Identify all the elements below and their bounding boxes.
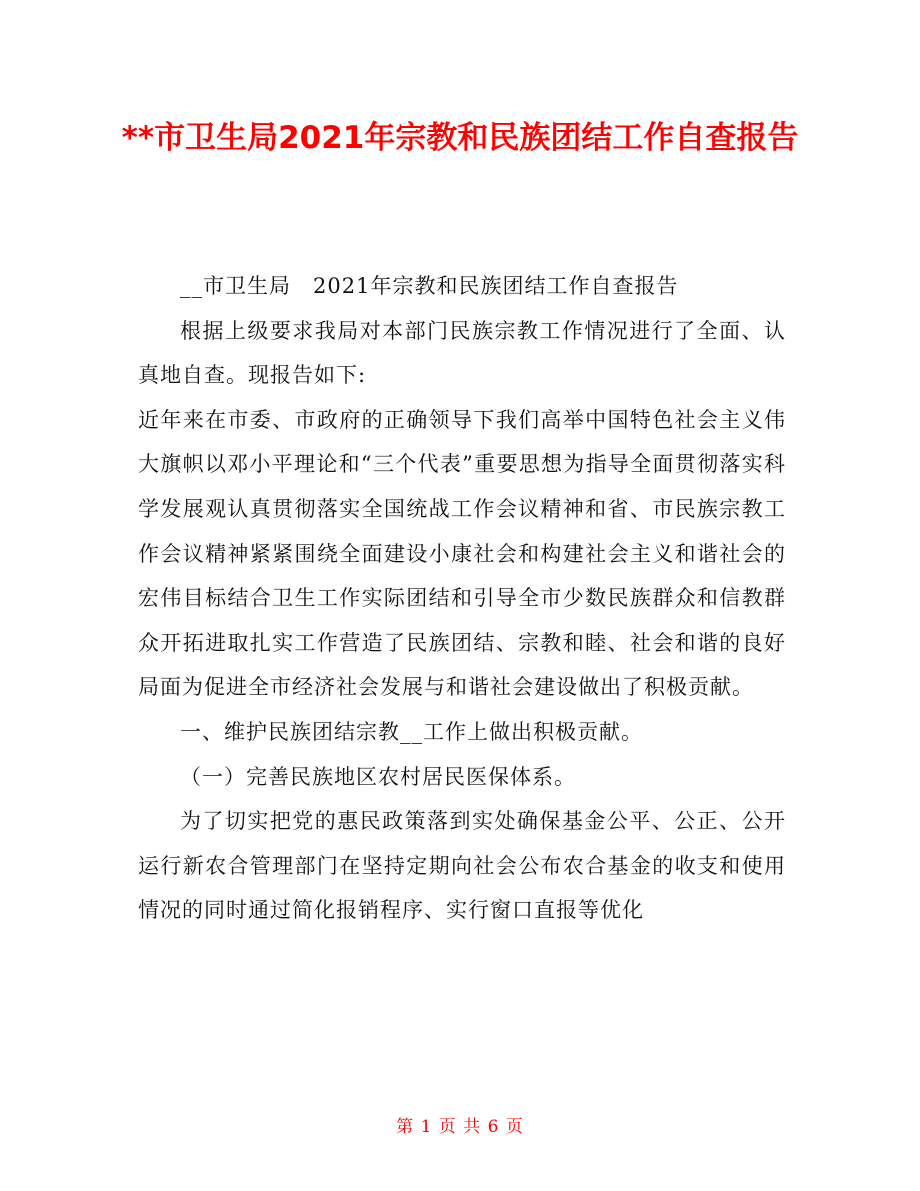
page-footer: 第 1 页 共 6 页 xyxy=(396,1117,524,1137)
section-heading-1: 一、维护民族团结宗教__工作上做出积极贡献。 xyxy=(180,719,643,744)
paragraph-main: 近年来在市委、市政府的正确领导下我们高举中国特色社会主义伟大旗帜以邓小平理论和“三个代表”重要思想为指导全面贯彻落实科学发展观认真贯彻落实全国统战工作会议精神和省、市民族宗教工作会议精神紧紧围绕全面建设小康社会和构建社会主义和谐社会的宏伟目标结合卫生工作实际团结和引导全市少数民族群众和信教群众开拓进取扎实工作营造了民族团结、宗教和睦、社会和谐的良好局面为促进全市经济社会发展与和谐社会建设做出了积极贡献。 xyxy=(138,407,786,700)
paragraph-subsection-1: 为了切实把党的惠民政策落到实处确保基金公平、公正、公开运行新农合管理部门在坚持定期向社会公布农合基金的收支和使用情况的同时通过简化报销程序、实行窗口直报等优化 xyxy=(138,809,786,923)
document-title: **市卫生局2021年宗教和民族团结工作自查报告 xyxy=(121,120,799,156)
paragraph-heading-line: __市卫生局 2021年宗教和民族团结工作自查报告 xyxy=(180,274,679,298)
document-body xyxy=(138,264,786,933)
subsection-heading-1: （一）完善民族地区农村居民医保体系。 xyxy=(180,764,576,789)
paragraph-intro: 根据上级要求我局对本部门民族宗教工作情况进行了全面、认真地自查。现报告如下: xyxy=(138,318,786,388)
